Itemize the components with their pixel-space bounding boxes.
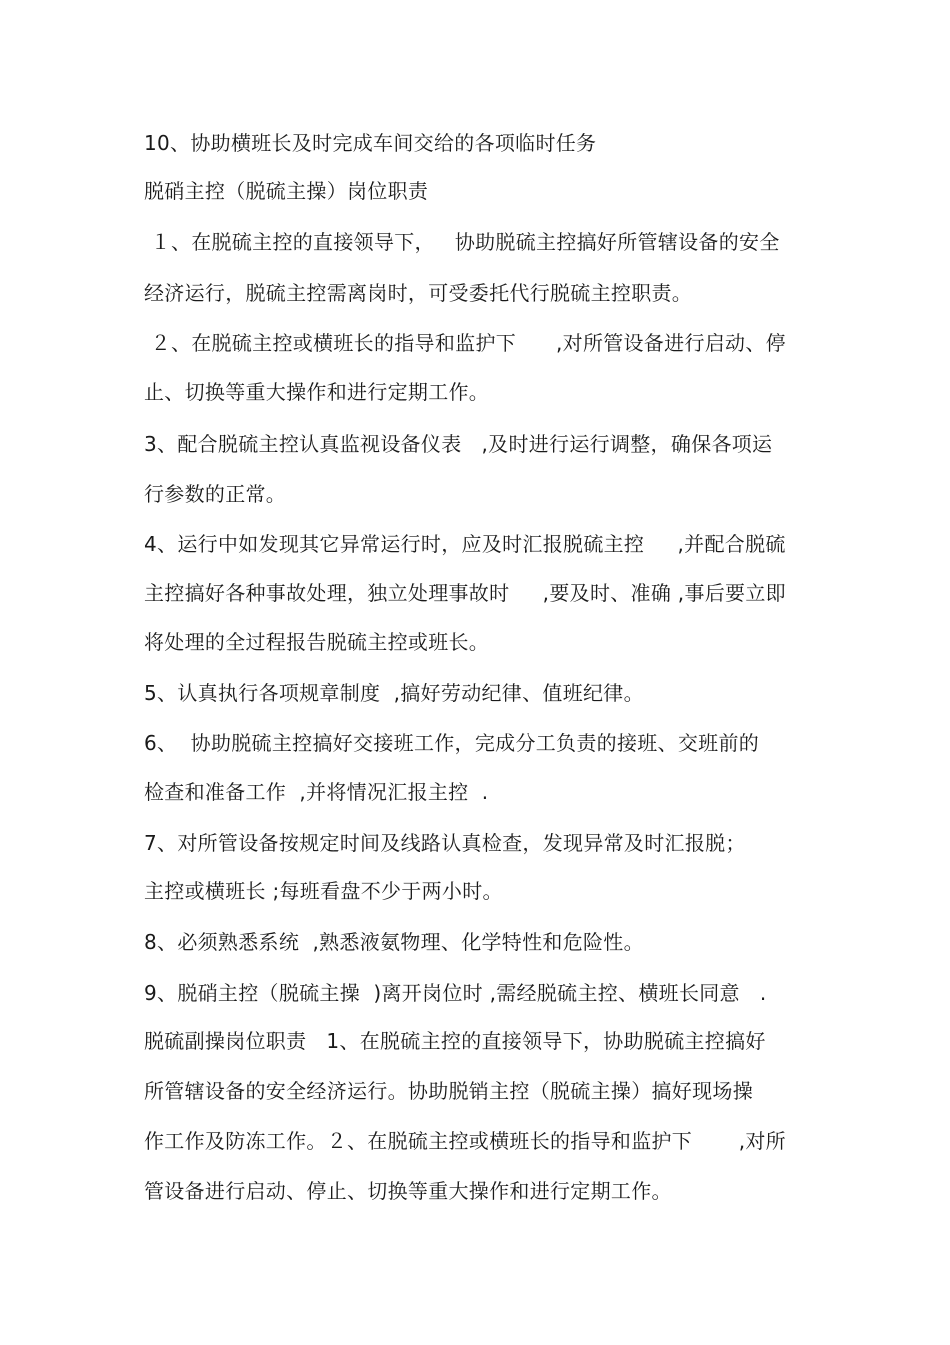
text-line: 7、对所管设备按规定时间及线路认真检查，发现异常及时汇报脱；	[144, 831, 746, 855]
text-line: 主控或横班长 ;每班看盘不少于两小时。	[144, 879, 503, 903]
text-line: 止、切换等重大操作和进行定期工作。	[144, 380, 490, 404]
text-line: 9、脱硝主控（脱硫主操 )离开岗位时 ,需经脱硫主控、横班长同意 .	[144, 981, 767, 1005]
text-line: 6、 协助脱硫主控搞好交接班工作，完成分工负责的接班、交班前的	[144, 731, 760, 755]
text-line: 4、运行中如发现其它异常运行时，应及时汇报脱硫主控 ,并配合脱硫	[144, 532, 786, 556]
text-line: 8、必须熟悉系统 ,熟悉液氨物理、化学特性和危险性。	[144, 930, 644, 954]
text-line: 将处理的全过程报告脱硫主控或班长。	[144, 630, 490, 654]
text-line: 5、认真执行各项规章制度 ,搞好劳动纪律、值班纪律。	[144, 681, 644, 705]
text-line: １、在脱硫主控的直接领导下， 协助脱硫主控搞好所管辖设备的安全	[144, 230, 780, 254]
section-heading: 脱硝主控（脱硫主操）岗位职责	[144, 179, 429, 203]
text-line: ２、在脱硫主控或横班长的指导和监护下 ,对所管设备进行启动、停	[144, 331, 786, 355]
text-line: 3、配合脱硫主控认真监视设备仪表 ,及时进行运行调整，确保各项运	[144, 432, 773, 456]
text-line: 作工作及防冻工作。２、在脱硫主控或横班长的指导和监护下 ,对所	[144, 1129, 786, 1153]
text-line: 10、协助横班长及时完成车间交给的各项临时任务	[144, 131, 597, 155]
text-line: 行参数的正常。	[144, 482, 287, 506]
text-line: 经济运行，脱硫主控需离岗时，可受委托代行脱硫主控职责。	[144, 281, 693, 305]
text-line: 管设备进行启动、停止、切换等重大操作和进行定期工作。	[144, 1179, 672, 1203]
text-line: 检查和准备工作 ,并将情况汇报主控 .	[144, 780, 489, 804]
text-line: 脱硫副操岗位职责 1、在脱硫主控的直接领导下，协助脱硫主控搞好	[144, 1029, 766, 1053]
text-line: 所管辖设备的安全经济运行。协助脱销主控（脱硫主操）搞好现场操	[144, 1079, 753, 1103]
text-line: 主控搞好各种事故处理，独立处理事故时 ,要及时、准确 ,事后要立即	[144, 581, 786, 605]
